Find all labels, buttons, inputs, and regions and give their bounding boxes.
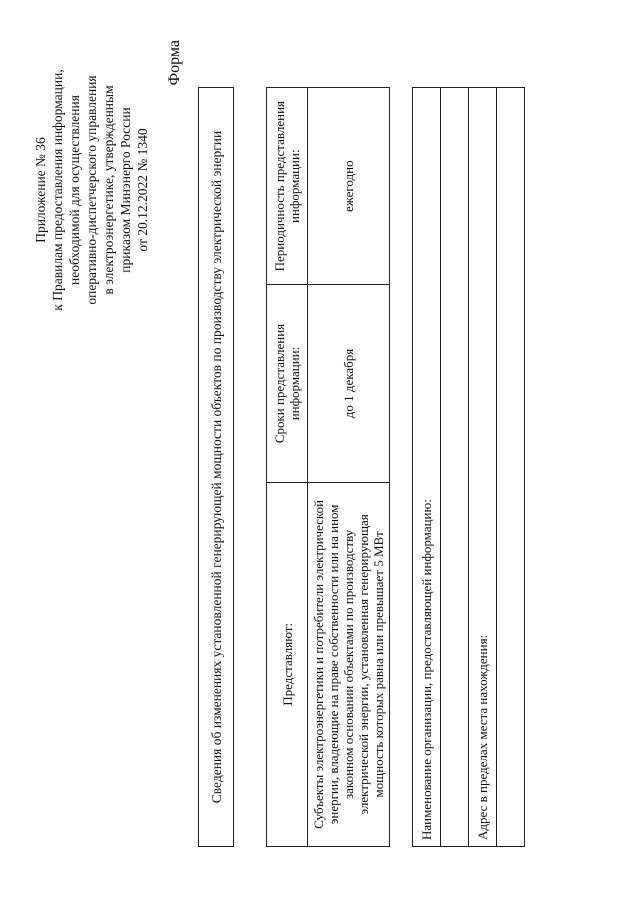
header-deadline: Сроки представления информации: xyxy=(267,285,308,482)
appendix-line: приказом Минэнерго России xyxy=(118,107,133,273)
form-title: Сведения об изменениях установленной генерирующей мощности объектов по производству электрической энергии xyxy=(198,87,234,847)
cell-frequency: ежегодно xyxy=(308,88,390,285)
info-row xyxy=(469,88,497,847)
requirements-table xyxy=(266,87,390,847)
appendix-line: Приложение № 36 xyxy=(33,137,48,243)
info-row xyxy=(441,88,469,847)
form-label: Форма xyxy=(166,40,183,86)
appendix-line: необходимой для осуществления xyxy=(67,95,82,285)
appendix-header xyxy=(32,40,151,340)
table-header-row xyxy=(267,88,308,847)
cell-deadline: до 1 декабря xyxy=(308,285,390,482)
info-row xyxy=(413,88,441,847)
info-row xyxy=(497,88,525,847)
appendix-line: от 20.12.2022 № 1340 xyxy=(135,128,150,252)
org-name-label: Наименование организации, предоставляющей информацию: xyxy=(413,88,441,847)
address-field[interactable] xyxy=(497,88,525,847)
appendix-line: оперативно-диспетчерского управления xyxy=(84,75,99,305)
table-row xyxy=(308,88,390,847)
appendix-line: в электроэнергетике, утвержденным xyxy=(101,85,116,295)
header-submitters: Представляют: xyxy=(267,482,308,846)
address-label: Адрес в пределах места нахождения: xyxy=(469,88,497,847)
organization-info-table xyxy=(412,87,525,847)
org-name-field[interactable] xyxy=(441,88,469,847)
appendix-line: к Правилам предоставления информации, xyxy=(50,69,65,311)
cell-submitters: Субъекты электроэнергетики и потребители электрической энергии, владеющие на праве собственности или на ином законном основании объектами по производству электрической энергии, установленная генерирующая мощность которых равна или превышает 5 МВт xyxy=(308,482,390,846)
header-frequency: Периодичность представления информации: xyxy=(267,88,308,285)
